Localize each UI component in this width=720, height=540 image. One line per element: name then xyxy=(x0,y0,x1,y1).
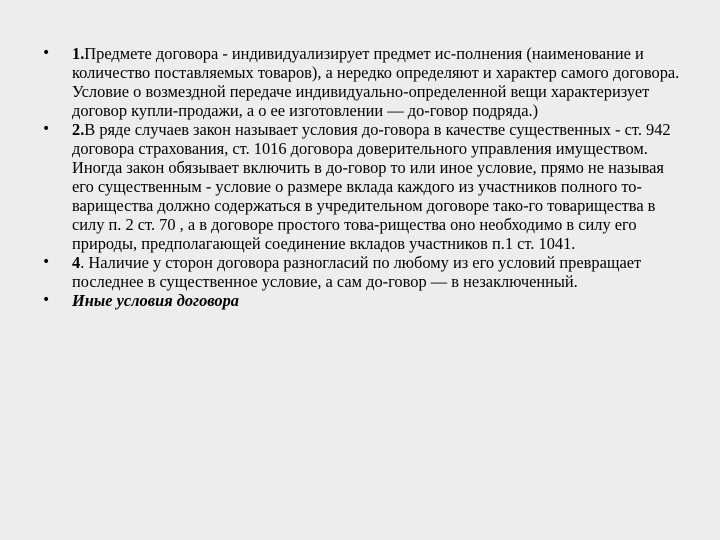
list-item-1 xyxy=(42,44,682,120)
bullet-icon: • xyxy=(42,45,51,61)
bullet-list xyxy=(42,44,682,310)
item-number: 4 xyxy=(72,253,81,272)
item-number: 1. xyxy=(72,44,85,63)
bullet-icon: • xyxy=(42,292,51,308)
list-item-3 xyxy=(42,253,682,291)
item-text: Предмете договора - индивидуализирует предмет ис-полнения (наименование и количество поставляемых товаров), а нередко определяют и характер самого договора. Условие о возмездной передаче индивидуально-определенной вещи характеризует договор купли-продажи, а о ее изготовлении — до-говор подряда.) xyxy=(72,44,680,120)
item-text: . Наличие у сторон договора разногласий по любому из его условий превращает последнее в существенное условие, а сам до-говор — в незаключенный. xyxy=(72,253,642,291)
bullet-icon: • xyxy=(42,121,51,137)
list-item-4 xyxy=(42,291,682,310)
item-heading: Иные условия договора xyxy=(72,291,239,310)
item-number: 2. xyxy=(72,120,85,139)
bullet-icon: • xyxy=(42,254,51,270)
item-text: В ряде случаев закон называет условия до-говора в качестве существенных - ст. 942 договора страхования, ст. 1016 договора доверительного управления имуществом. Иногда закон обязывает включить в до-говор то или иное условие, прямо не называя его существенным - условие о размере вклада каждого из участников полного то-варищества должно содержаться в учредительном договоре тако-го товарищества в силу п. 2 ст. 70 , а в договоре простого това-рищества оно необходимо в силу его природы, предполагающей соединение вкладов участников п.1 ст. 1041. xyxy=(72,120,671,253)
list-item-2 xyxy=(42,120,682,253)
